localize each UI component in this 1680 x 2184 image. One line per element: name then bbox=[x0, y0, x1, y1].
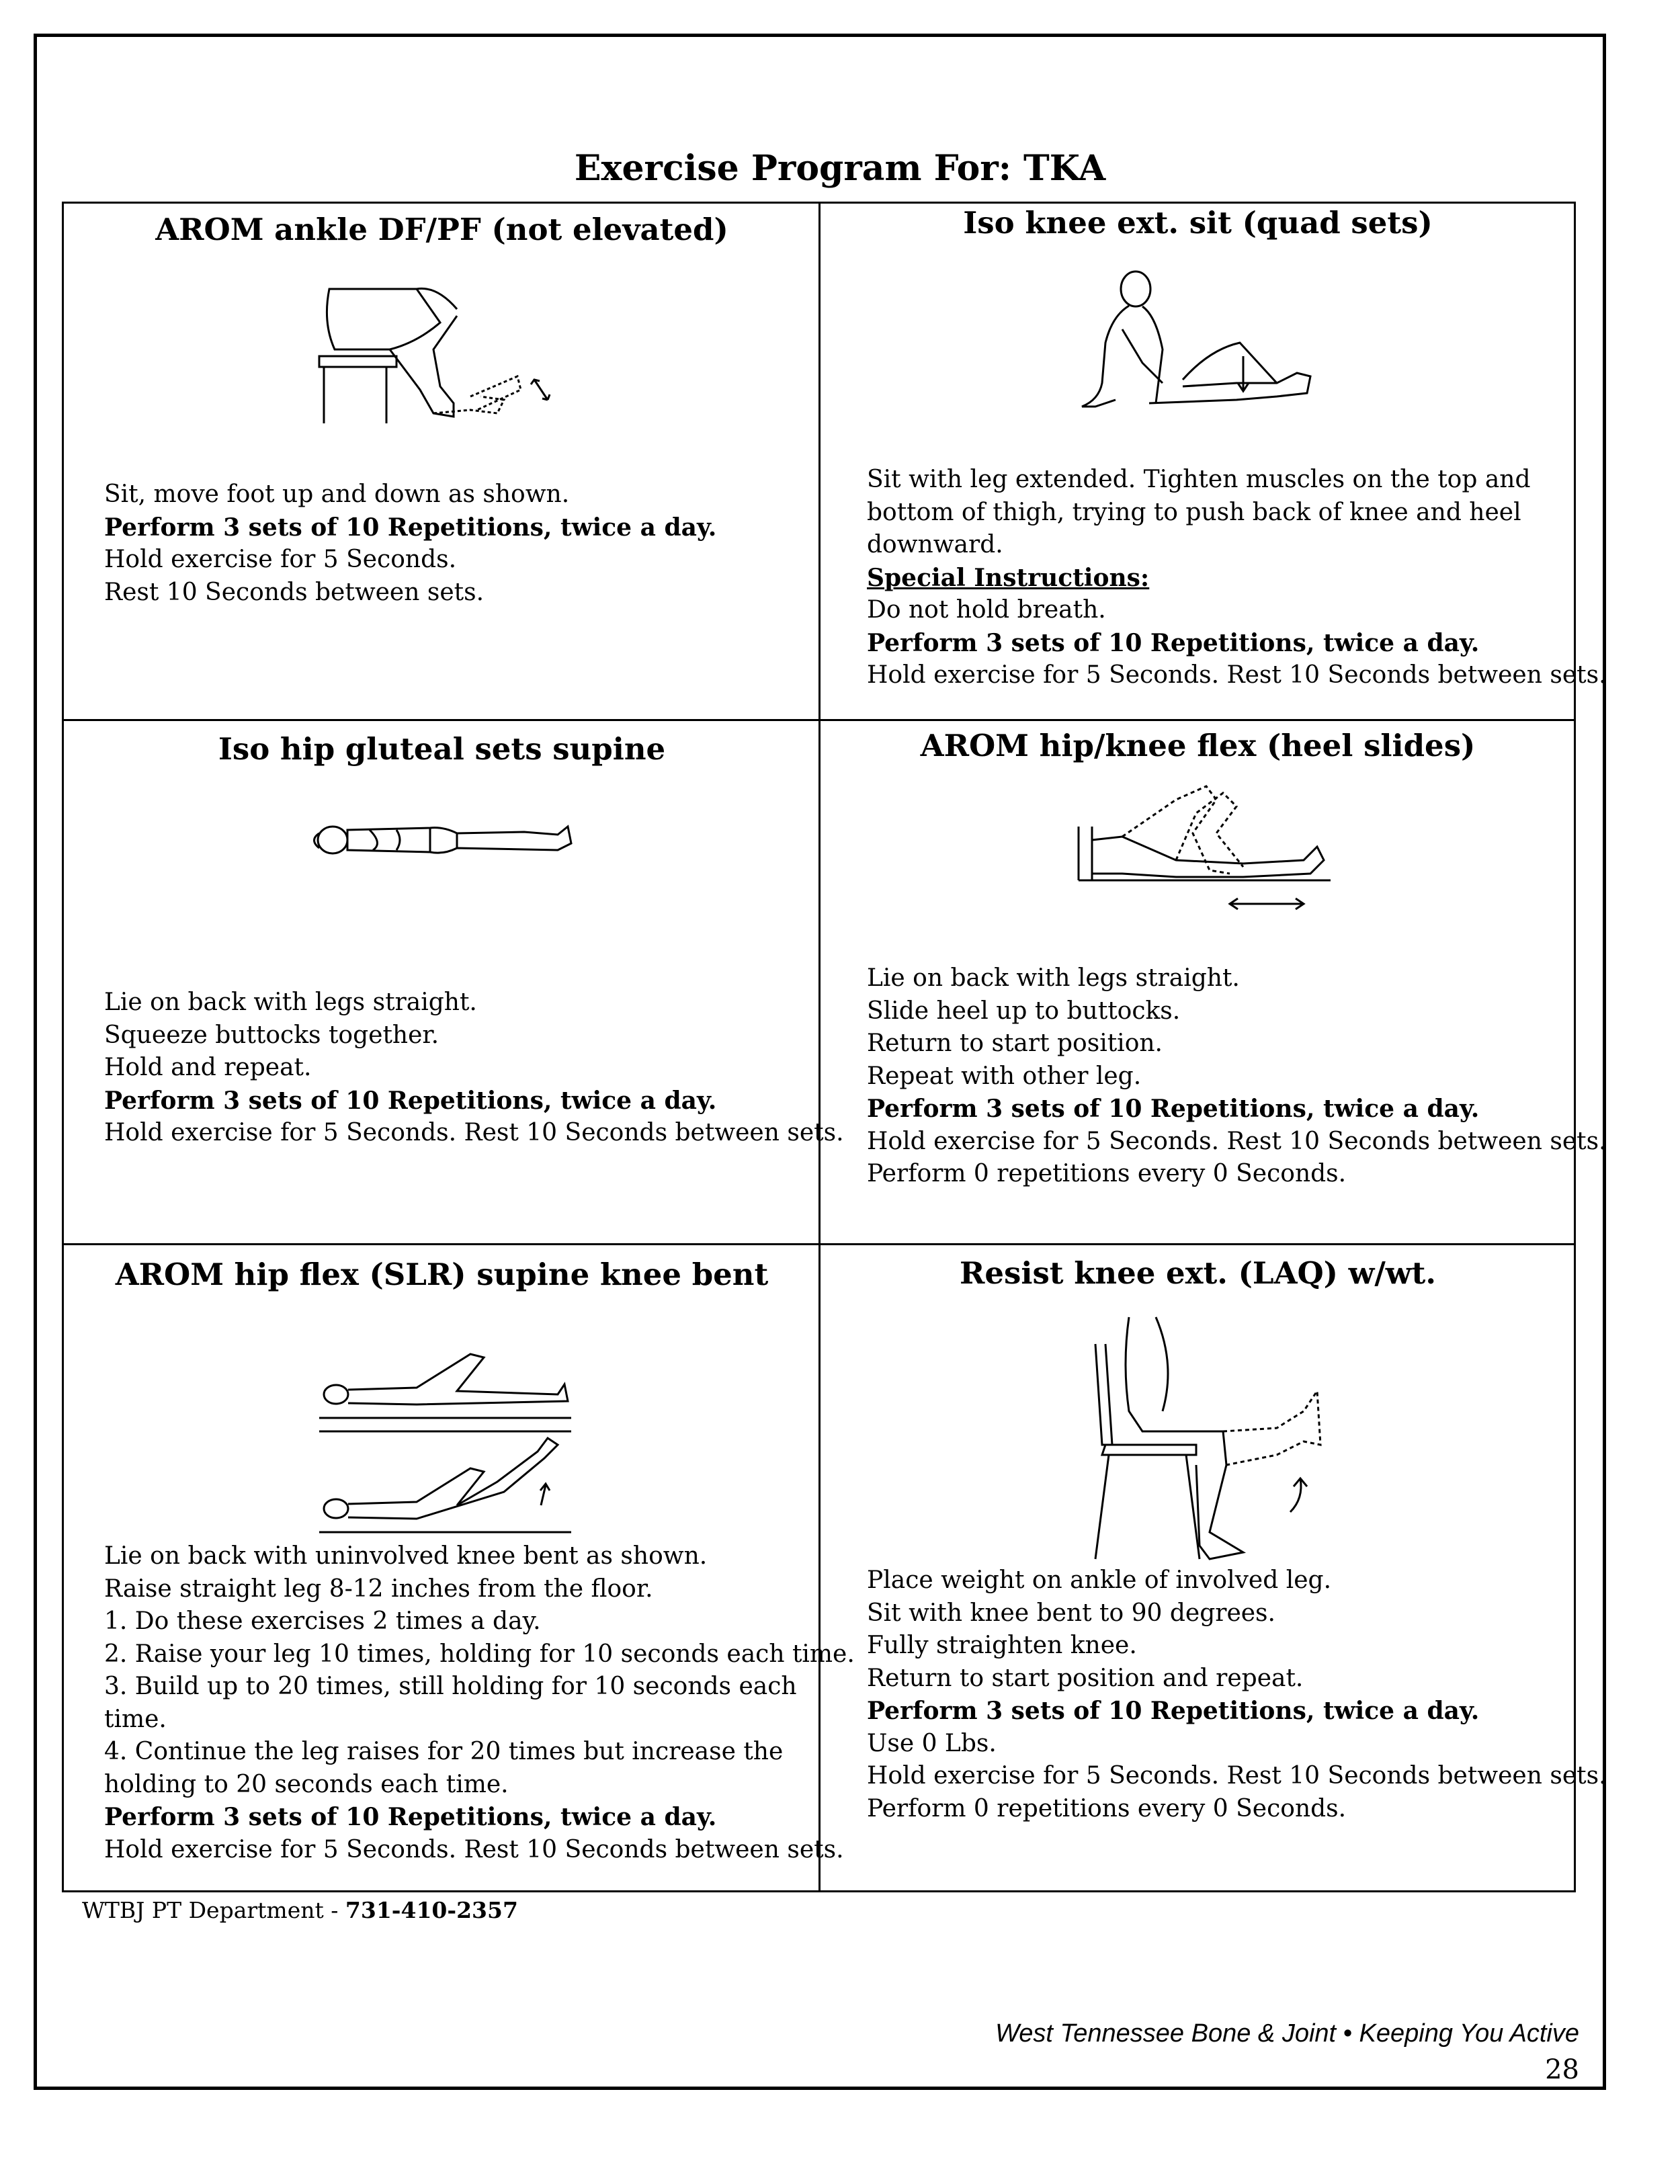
instruction-line: 2. Raise your leg 10 times, holding for 10 seconds each time. bbox=[104, 1640, 855, 1668]
instruction-line: Raise straight leg 8-12 inches from the floor. bbox=[104, 1574, 653, 1603]
heel-slide-illustration bbox=[1075, 773, 1337, 921]
instruction-line: Hold exercise for 5 Seconds. Rest 10 Seconds between sets. bbox=[104, 1835, 844, 1863]
instruction-line: Hold exercise for 5 Seconds. Rest 10 Seconds between sets. bbox=[867, 1762, 1607, 1790]
instruction-line: Return to start position and repeat. bbox=[867, 1664, 1304, 1692]
instruction-line: downward. bbox=[867, 531, 1003, 558]
instruction-line: Special Instructions: bbox=[867, 563, 1150, 592]
table-row-divider bbox=[62, 1243, 1576, 1245]
instruction-line: 1. Do these exercises 2 times a day. bbox=[104, 1607, 541, 1635]
instruction-line: Fully straighten knee. bbox=[867, 1632, 1137, 1659]
instruction-line: Hold exercise for 5 Seconds. bbox=[104, 546, 457, 573]
straight-leg-raise-illustration bbox=[309, 1337, 578, 1539]
exercise-title-ankle-df-pf: AROM ankle DF/PF (not elevated) bbox=[155, 212, 728, 247]
gluteal-set-illustration bbox=[309, 793, 578, 887]
department-name: WTBJ PT Department - bbox=[82, 1897, 345, 1923]
exercise-instructions-heel-slides bbox=[867, 962, 1607, 1191]
instruction-line: Lie on back with uninvolved knee bent as shown. bbox=[104, 1542, 708, 1570]
exercise-instructions-ankle-df-pf bbox=[104, 478, 716, 609]
department-contact bbox=[82, 1897, 518, 1923]
instruction-line: Perform 0 repetitions every 0 Seconds. bbox=[867, 1794, 1347, 1822]
instruction-line: Sit with knee bent to 90 degrees. bbox=[867, 1599, 1275, 1627]
instruction-line: Rest 10 Seconds between sets. bbox=[104, 578, 485, 606]
instruction-line: Use 0 Lbs. bbox=[867, 1729, 997, 1757]
instruction-line: Hold exercise for 5 Seconds. Rest 10 Seconds between sets. bbox=[867, 1127, 1607, 1155]
instruction-line: time. bbox=[104, 1705, 167, 1733]
instruction-line: Perform 3 sets of 10 Repetitions, twice a day. bbox=[867, 628, 1480, 657]
page-number: 28 bbox=[1545, 2054, 1579, 2085]
exercise-instructions-quad-sets bbox=[867, 464, 1607, 692]
exercise-instructions-gluteal-sets bbox=[104, 986, 844, 1150]
instruction-line: Do not hold breath. bbox=[867, 596, 1106, 624]
instruction-line: Hold exercise for 5 Seconds. Rest 10 Seconds between sets. bbox=[104, 1119, 844, 1146]
instruction-line: Sit with leg extended. Tighten muscles on the top and bbox=[867, 466, 1531, 493]
ankle-pump-illustration bbox=[316, 269, 571, 444]
exercise-title-quad-sets: Iso knee ext. sit (quad sets) bbox=[963, 205, 1433, 241]
exercise-instructions-long-arc-quad bbox=[867, 1564, 1607, 1825]
instruction-line: Perform 3 sets of 10 Repetitions, twice a day. bbox=[104, 1086, 717, 1115]
instruction-line: 4. Continue the leg raises for 20 times but increase the bbox=[104, 1738, 784, 1765]
quad-set-illustration bbox=[1075, 262, 1331, 430]
instruction-line: Slide heel up to buttocks. bbox=[867, 997, 1181, 1025]
instruction-line: Hold exercise for 5 Seconds. Rest 10 Seconds between sets. bbox=[867, 661, 1607, 689]
exercise-instructions-straight-leg-raise bbox=[104, 1540, 855, 1866]
exercise-title-heel-slides: AROM hip/knee flex (heel slides) bbox=[920, 728, 1476, 763]
instruction-line: Perform 3 sets of 10 Repetitions, twice a day. bbox=[104, 513, 717, 542]
instruction-line: Repeat with other leg. bbox=[867, 1062, 1142, 1090]
instruction-line: Return to start position. bbox=[867, 1030, 1163, 1057]
instruction-line: Sit, move foot up and down as shown. bbox=[104, 480, 570, 508]
exercise-title-gluteal-sets: Iso hip gluteal sets supine bbox=[218, 731, 666, 767]
table-row-divider bbox=[62, 719, 1576, 721]
instruction-line: Lie on back with legs straight. bbox=[867, 964, 1240, 992]
instruction-line: bottom of thigh, trying to push back of knee and heel bbox=[867, 498, 1521, 526]
instruction-line: holding to 20 seconds each time. bbox=[104, 1770, 509, 1798]
instruction-line: Perform 3 sets of 10 Repetitions, twice a day. bbox=[867, 1095, 1480, 1123]
instruction-line: 3. Build up to 20 times, still holding for 10 seconds each bbox=[104, 1673, 797, 1700]
instruction-line: Perform 3 sets of 10 Repetitions, twice a day. bbox=[104, 1803, 717, 1831]
department-phone: 731-410-2357 bbox=[345, 1897, 518, 1923]
instruction-line: Lie on back with legs straight. bbox=[104, 989, 477, 1016]
page-title: Exercise Program For: TKA bbox=[574, 148, 1106, 189]
instruction-line: Squeeze buttocks together. bbox=[104, 1021, 439, 1049]
footer-tagline: West Tennessee Bone & Joint • Keeping You Active bbox=[995, 2019, 1579, 2048]
exercise-title-long-arc-quad: Resist knee ext. (LAQ) w/wt. bbox=[959, 1255, 1436, 1291]
instruction-line: Perform 3 sets of 10 Repetitions, twice a day. bbox=[867, 1697, 1480, 1725]
instruction-line: Perform 0 repetitions every 0 Seconds. bbox=[867, 1160, 1347, 1187]
instruction-line: Place weight on ankle of involved leg. bbox=[867, 1566, 1332, 1594]
exercise-title-straight-leg-raise: AROM hip flex (SLR) supine knee bent bbox=[115, 1257, 769, 1292]
instruction-line: Hold and repeat. bbox=[104, 1054, 312, 1081]
long-arc-quad-illustration bbox=[1075, 1310, 1331, 1566]
